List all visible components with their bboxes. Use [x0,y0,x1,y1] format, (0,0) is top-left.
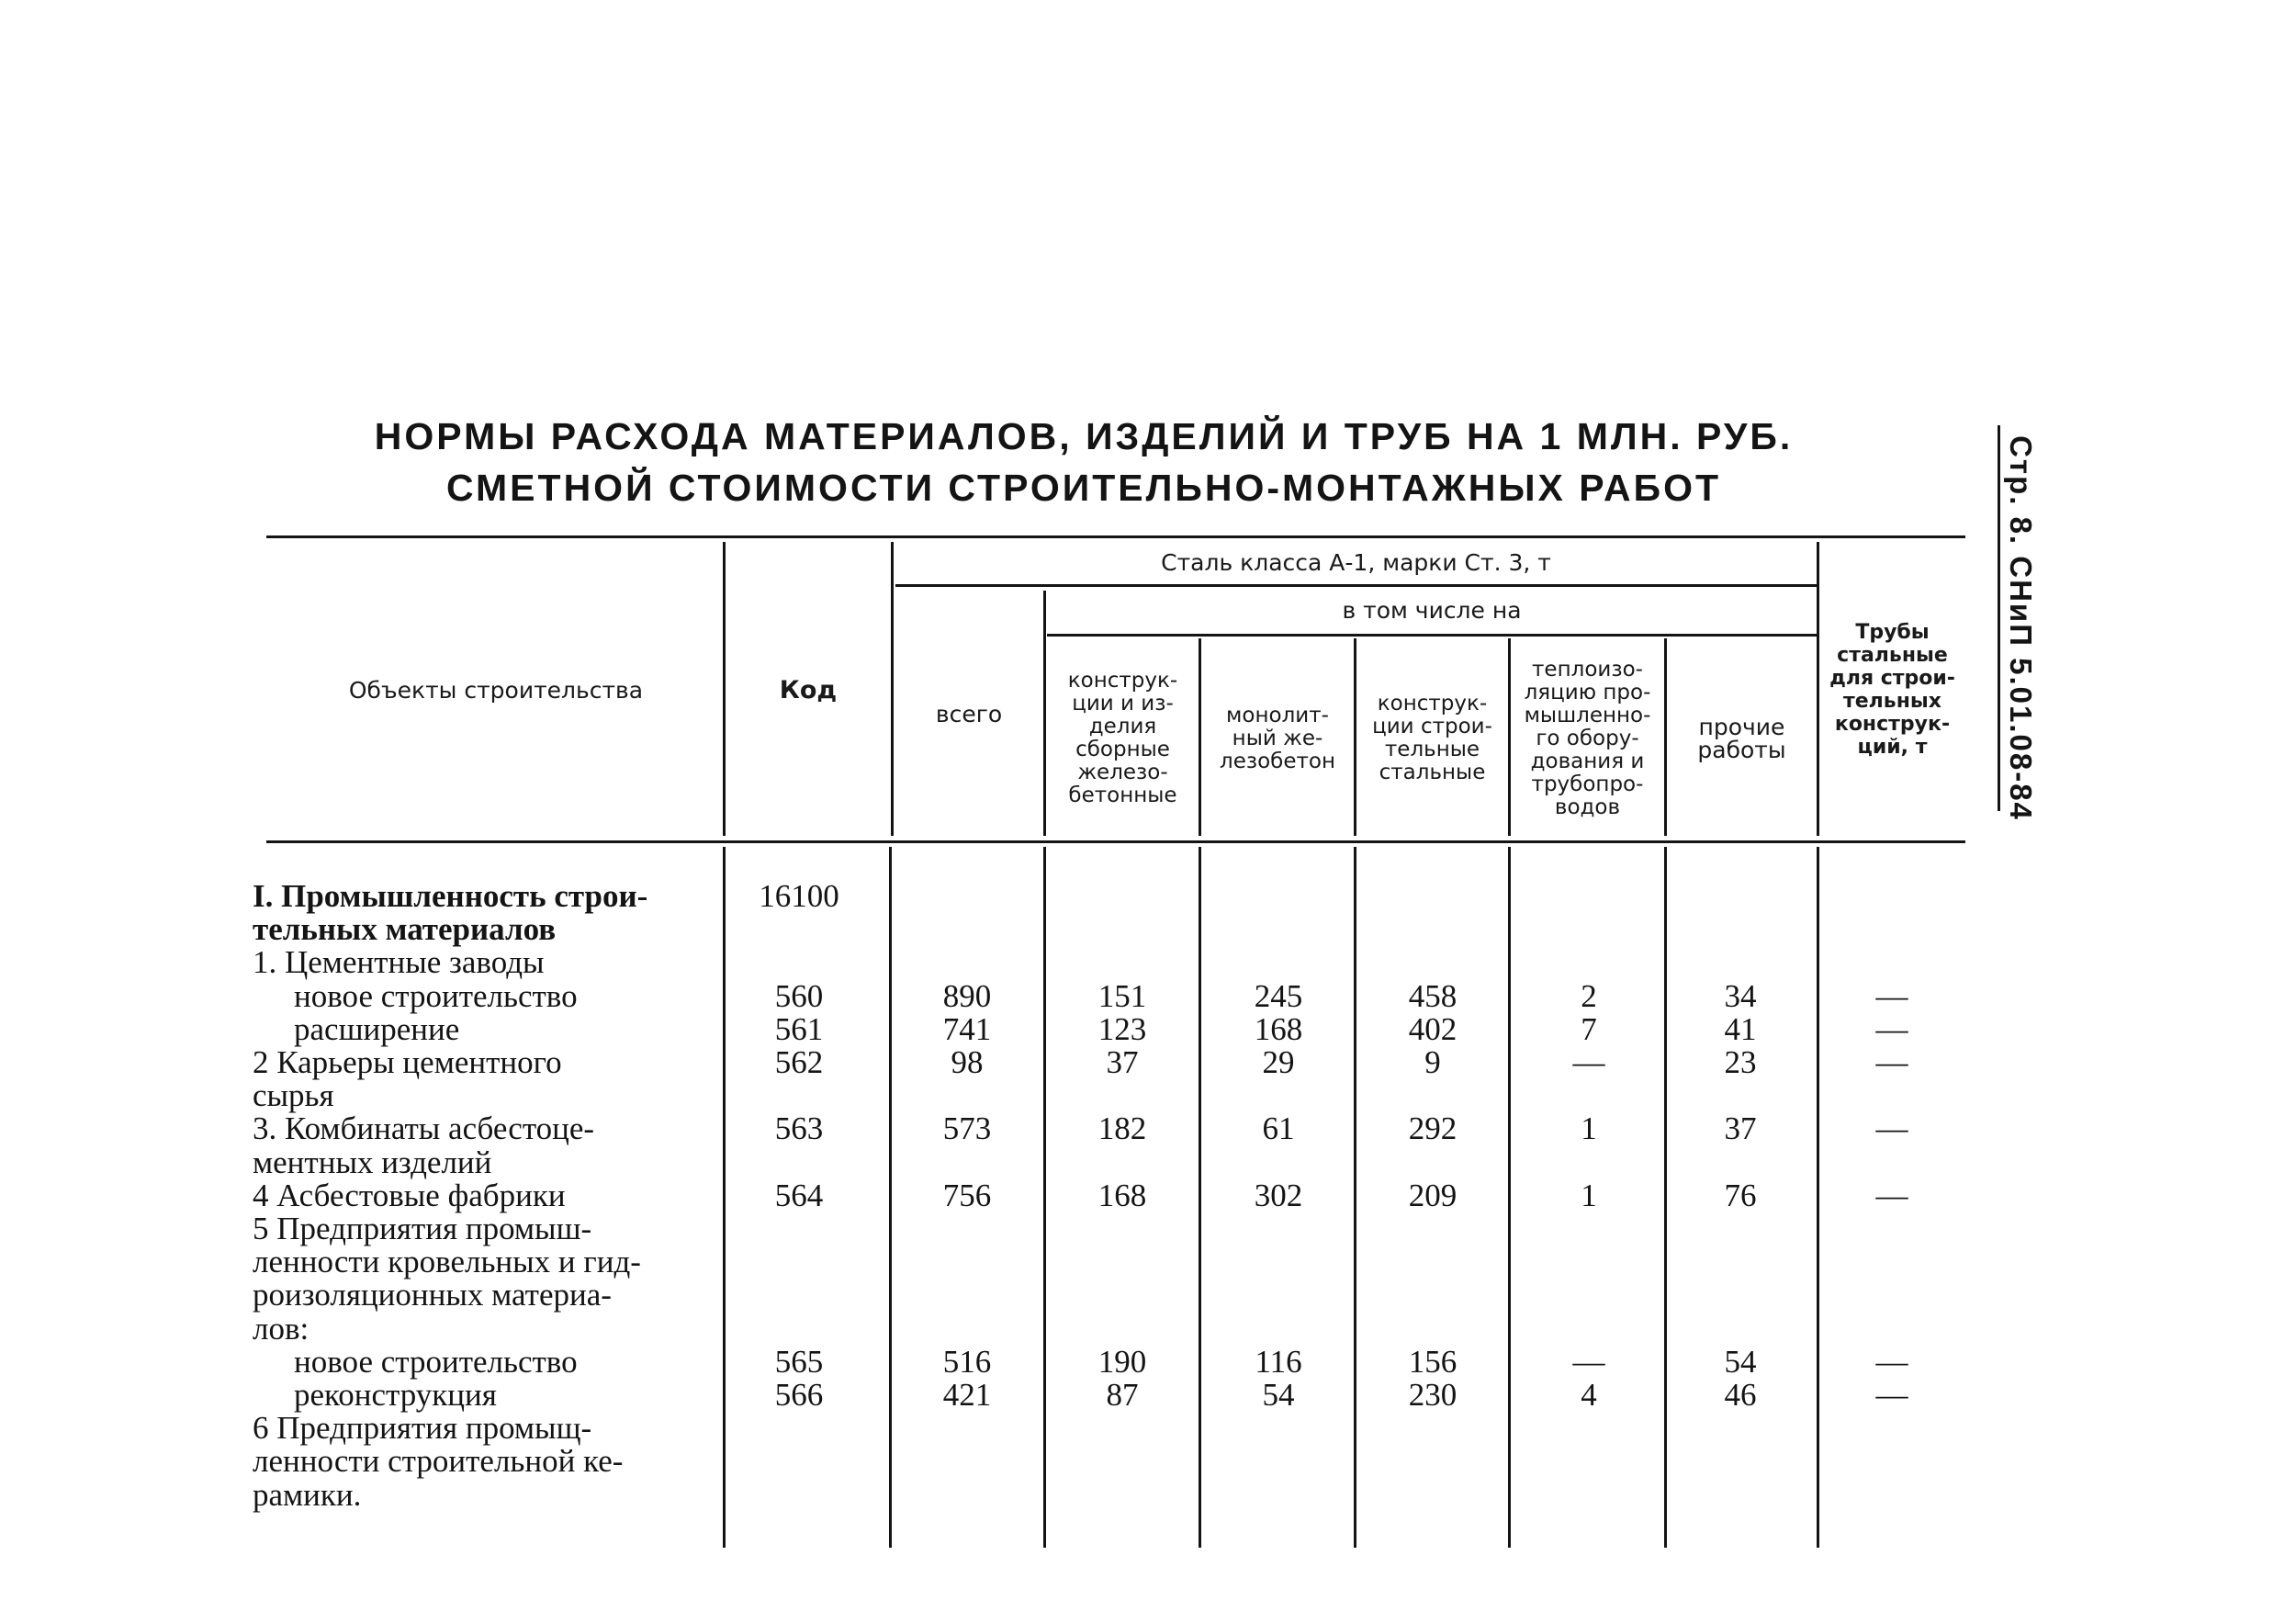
header-insulation: теплоизо- ляцию про- мышленно- го обору- дования и трубопро- водов [1524,657,1651,819]
cell-pipes: — [1875,1044,1908,1080]
vline-body-code-right [889,847,892,1548]
cell-total: 890 [942,977,992,1014]
body-line: тельных материалов [253,911,557,948]
cell-monolithic: 116 [1255,1343,1302,1380]
vline-body-steel-left [1354,847,1356,1548]
header-code: Код [779,675,838,704]
cell-insulation: — [1572,1044,1605,1080]
cell-steel: 156 [1408,1343,1458,1380]
body-line: I. Промышленность строи- [253,878,648,914]
cell-other: 41 [1724,1010,1757,1047]
header-including: в том числе на [1342,596,1522,624]
cell-other: 23 [1724,1044,1757,1080]
header-monolithic: монолит- ный же- лезобетон [1220,703,1335,773]
body-line: 3. Комбинаты асбестоце- [253,1110,595,1147]
body-line: расширение [294,1010,460,1047]
cell-code: 563 [774,1110,824,1147]
rule-steel-group [895,584,1818,587]
body-line: 1. Цементные заводы [253,944,545,981]
side-page-label-text: Стр. 8. СНиП 5.01.08-84 [2004,435,2038,821]
cell-insulation: 4 [1581,1377,1597,1413]
cell-pipes: — [1875,1110,1908,1147]
header-steel-group: Сталь класса А-1, марки Ст. 3, т [1161,548,1551,576]
title-line-2: СМЕТНОЙ СТОИМОСТИ СТРОИТЕЛЬНО-МОНТАЖНЫХ РАБОТ [445,467,1722,509]
cell-pipes: — [1875,977,1908,1014]
cell-other: 76 [1724,1177,1757,1213]
cell-code: 562 [774,1044,824,1080]
body-line: 5 Предприятия промыш- [253,1211,592,1246]
header-steel: конструк- ции строи- тельные стальные [1372,692,1492,784]
cell-pipes: — [1875,1177,1908,1213]
cell-precast: 151 [1097,977,1147,1014]
vline-body-pipes-left [1817,847,1819,1548]
cell-monolithic: 302 [1254,1177,1303,1213]
cell-code: 564 [774,1177,824,1213]
cell-other: 37 [1724,1110,1757,1147]
cell-other: 34 [1724,977,1757,1014]
header-pipes: Трубы стальные для строи- тельных конструк- ций, т [1829,621,1955,759]
body-line: ленности кровельных и гид- [253,1244,641,1280]
header-precast: конструк- ции и из- делия сборные железо- бетонные [1067,669,1178,807]
cell-steel: 292 [1408,1110,1458,1147]
body-line: рамики. [253,1476,362,1513]
cell-code: 566 [774,1377,824,1413]
body-line: ментных изделий [253,1144,492,1180]
cell-total: 516 [942,1343,992,1380]
cell-code: 561 [774,1010,824,1047]
cell-steel: 458 [1408,977,1458,1014]
cell-steel: 209 [1408,1177,1458,1213]
cell-monolithic: 29 [1262,1044,1295,1080]
cell-total: 741 [942,1010,992,1047]
header-other: прочие работы [1697,714,1786,763]
cell-precast: 87 [1106,1377,1139,1413]
cell-code: 565 [774,1343,824,1380]
vline-body-monolithic-left [1199,847,1201,1548]
cell-precast: 182 [1097,1110,1147,1147]
cell-insulation: 1 [1581,1177,1597,1213]
title-line-1: НОРМЫ РАСХОДА МАТЕРИАЛОВ, ИЗДЕЛИЙ И ТРУБ НА 1 МЛН. РУБ. [374,415,1794,457]
cell-other: 46 [1724,1377,1757,1413]
cell-code: 560 [774,977,824,1014]
vline-body-code-left [723,847,726,1548]
vline-code-right [891,542,894,836]
cell-pipes: — [1875,1377,1908,1413]
body-line: новое строительство [294,977,578,1014]
cell-code: 16100 [759,878,839,914]
cell-precast: 190 [1097,1343,1147,1380]
cell-total: 98 [951,1044,984,1080]
body-line: лов: [253,1310,310,1347]
cell-insulation: 1 [1581,1110,1597,1147]
cell-steel: 9 [1424,1044,1441,1080]
cell-precast: 123 [1097,1010,1147,1047]
cell-steel: 402 [1408,1010,1458,1047]
cell-total: 573 [942,1110,992,1147]
vline-body-insulation-left [1508,847,1511,1548]
body-line: новое строительство [294,1343,578,1380]
cell-monolithic: 61 [1262,1110,1295,1147]
cell-insulation: — [1572,1343,1605,1380]
rule-top [266,535,1965,538]
body-line: 6 Предприятия промыщ- [253,1410,592,1447]
vline-body-other-left [1664,847,1667,1548]
header-total: всего [935,700,1003,727]
cell-steel: 230 [1408,1377,1458,1413]
cell-pipes: — [1875,1010,1908,1047]
cell-monolithic: 245 [1254,977,1303,1014]
cell-insulation: 2 [1581,977,1597,1014]
body-line: ленности строительной ке- [253,1443,624,1480]
cell-pipes: — [1875,1343,1908,1380]
cell-other: 54 [1724,1343,1757,1380]
cell-total: 421 [942,1377,992,1413]
vline-precast-left [1043,591,1046,836]
body-line: 4 Асбестовые фабрики [253,1177,566,1213]
body-line: реконструкция [294,1377,497,1413]
vline-code-left [723,542,726,836]
cell-monolithic: 54 [1262,1377,1295,1413]
body-line: 2 Карьеры цементного [253,1044,562,1080]
header-objects: Объекты строительства [348,676,644,704]
rule-header-bottom [266,840,1965,843]
rule-including [1047,634,1818,637]
cell-monolithic: 168 [1254,1010,1303,1047]
cell-total: 756 [942,1177,992,1213]
side-page-label [1998,435,2043,821]
body-line: роизоляционных материа- [253,1277,612,1313]
body-line: сырья [253,1077,334,1114]
cell-precast: 37 [1106,1044,1139,1080]
vline-body-precast-left [1043,847,1046,1548]
cell-precast: 168 [1097,1177,1147,1213]
cell-insulation: 7 [1581,1010,1597,1047]
